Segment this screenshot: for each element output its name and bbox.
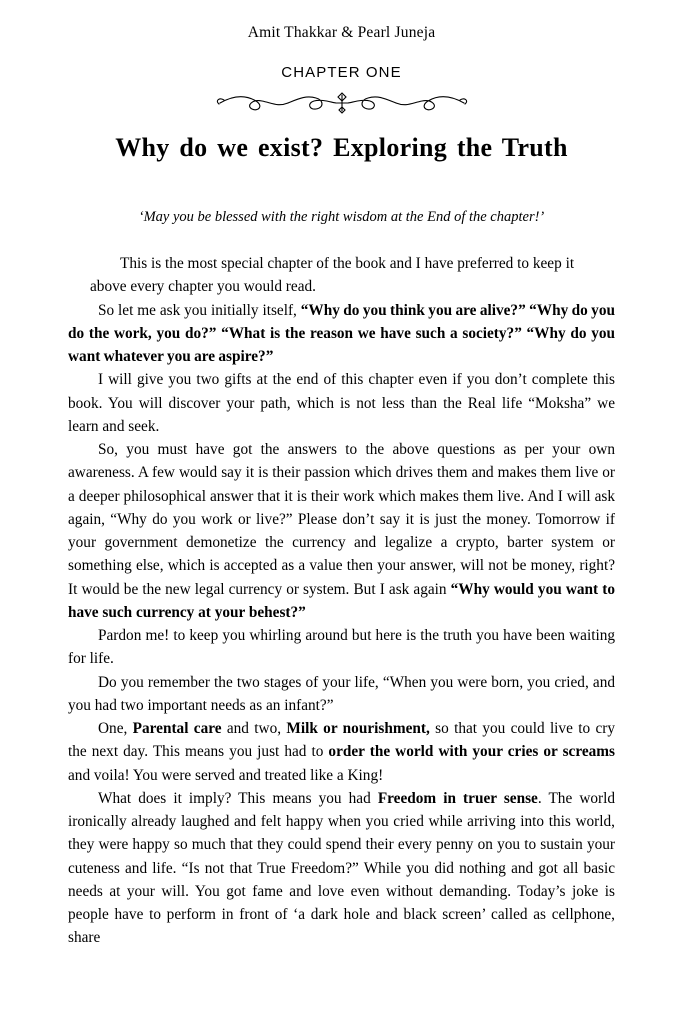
paragraph: [68, 299, 615, 369]
paragraph: [68, 671, 615, 718]
paragraph-emphasis: order the world with your cries or screams: [328, 743, 615, 761]
paragraph-text: So let me ask you initially itself,: [98, 301, 301, 319]
paragraph: [68, 368, 615, 438]
paragraph: [68, 717, 615, 787]
paragraph-text: and voila! You were served and treated like a King!: [68, 766, 384, 784]
paragraph: [68, 787, 615, 950]
paragraph-text: . The world ironically already laughed and felt happy when you cried while arriving into this world, they were happy so much that they could spend their every penny on you to sustain your cuteness and life. “Is not that True Freedom?” While you did nothing and got all basic needs at your will. You got fame and love even without demanding. Today’s joke is people have to perform in front of ‘a dark hole and black screen’ called as cellphone, share: [68, 789, 616, 947]
paragraph-text: Do you remember the two stages of your life, “When you were born, you cried, and you had two important needs as an infant?”: [68, 673, 615, 714]
paragraph-emphasis: Parental care: [132, 720, 222, 737]
paragraph-emphasis: Milk or nourishment,: [286, 720, 430, 737]
paragraph-emphasis: “Why do you think you are alive?” “Why do you do the work, you do?” “What is the reason we have such a society?” “Why do you want whatever you are aspire?”: [68, 301, 615, 365]
paragraph-text: This is the most special chapter of the book and I have preferred to keep it above every chapter you would read.: [90, 255, 575, 296]
chapter-label: CHAPTER ONE: [281, 64, 402, 81]
paragraph-emphasis: Freedom in truer sense: [377, 789, 538, 807]
running-head: Amit Thakkar & Pearl Juneja: [247, 24, 436, 41]
page-title: Why do we exist? Exploring the Truth: [115, 133, 568, 162]
paragraph-text: So, you must have got the answers to the above questions as per your own awareness. A few would say it is their passion which drives them and makes them live or a deeper philosophical answer that it is their work which makes them live. And I will ask again, “Why do you work or live?” Please don’t say it is just the money. Tomorrow if your government demonetize the currency and legalize a crypto, barter system or something else, which is accepted as a value then your answer, will not be money, right? It would be the new legal currency or system. But I ask again: [68, 441, 615, 598]
paragraph: [68, 438, 615, 624]
paragraph-text: so that you could live to cry the next day. This means you just had to: [68, 720, 615, 761]
paragraph-text: I will give you two gifts at the end of this chapter even if you don’t complete this book. You will discover your path, which is not less than the Real life “Moksha” we learn and seek.: [68, 371, 615, 435]
paragraph: [68, 624, 615, 671]
paragraph-text: What does it imply? This means you had: [98, 789, 378, 807]
paragraph-text: and two,: [221, 720, 287, 737]
paragraph-emphasis: “Why would you want to have such currency at your behest?”: [68, 580, 615, 621]
epigraph: ‘May you be blessed with the right wisdom at the End of the chapter!’: [138, 209, 545, 225]
paragraph: [68, 252, 615, 299]
paragraph-text: One,: [98, 720, 133, 737]
paragraph-text: Pardon me! to keep you whirling around but here is the truth you have been waiting for life.: [68, 627, 615, 668]
chapter-body: [68, 252, 615, 950]
flourish-divider-icon: [68, 89, 615, 119]
